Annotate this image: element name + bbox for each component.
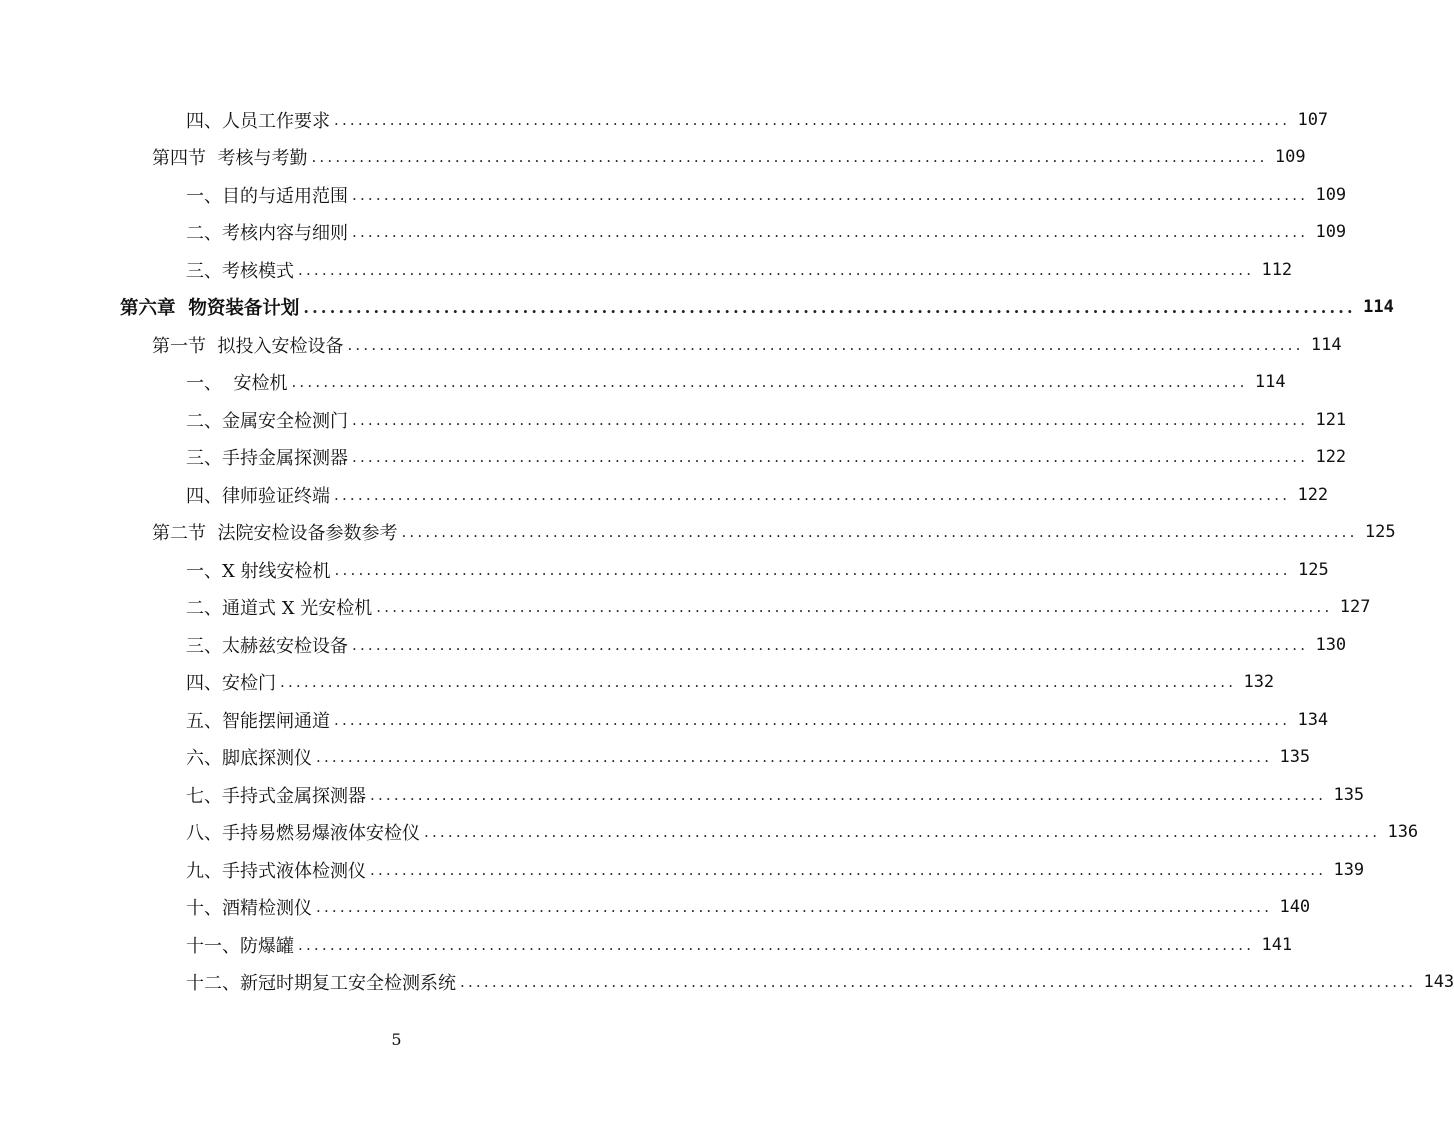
toc-entry-title: 四、安检门 bbox=[186, 673, 276, 695]
toc-dot-leader: ........................................................................................................................ bbox=[424, 823, 1381, 842]
toc-entry[interactable] bbox=[0, 551, 1329, 589]
toc-dot-leader: ........................................................................................................................ bbox=[352, 448, 1309, 467]
toc-entry-title: 二、考核内容与细则 bbox=[186, 223, 348, 245]
toc-dot-leader: ........................................................................................................................ bbox=[280, 673, 1237, 692]
toc-entry-title: 九、手持式液体检测仪 bbox=[186, 860, 366, 882]
toc-entry[interactable] bbox=[0, 439, 1347, 477]
toc-entry-title: 三、考核模式 bbox=[186, 260, 294, 282]
toc-entry-title: 六、脚底探测仪 bbox=[186, 748, 312, 770]
toc-dot-leader: ........................................................................................................................ bbox=[334, 560, 1291, 579]
toc-dot-leader: ........................................................................................................................ bbox=[316, 898, 1273, 917]
toc-entry-title: 七、手持式金属探测器 bbox=[186, 785, 366, 807]
toc-entry[interactable] bbox=[0, 214, 1347, 252]
toc-entry-title: 一、X 射线安检机 bbox=[186, 560, 331, 582]
toc-entry[interactable] bbox=[0, 589, 1371, 627]
toc-entry[interactable] bbox=[0, 851, 1365, 889]
toc-entry-page: 140 bbox=[1279, 897, 1311, 918]
toc-entry-title: 三、手持金属探测器 bbox=[186, 448, 348, 470]
toc-entry-page: 135 bbox=[1279, 747, 1311, 768]
toc-entry-page: 141 bbox=[1261, 934, 1293, 955]
toc-entry[interactable] bbox=[0, 514, 1396, 552]
toc-entry[interactable] bbox=[0, 364, 1286, 402]
toc-dot-leader: ........................................................................................................................ bbox=[347, 335, 1304, 354]
toc-dot-leader: ........................................................................................................................ bbox=[352, 410, 1309, 429]
toc-entry-title: 第二节 法院安检设备参数参考 bbox=[152, 523, 398, 545]
toc-dot-leader: ........................................................................................................................ bbox=[352, 223, 1309, 242]
toc-entry[interactable] bbox=[0, 401, 1347, 439]
toc-entry[interactable] bbox=[0, 139, 1306, 177]
toc-entry[interactable] bbox=[0, 964, 1454, 1002]
toc-entry[interactable] bbox=[0, 889, 1311, 927]
toc-entry-title: 五、智能摆闸通道 bbox=[186, 710, 330, 732]
toc-dot-leader: ........................................................................................................................ bbox=[334, 485, 1291, 504]
toc-entry-page: 125 bbox=[1298, 559, 1329, 580]
toc-entry-title: 八、手持易燃易爆液体安检仪 bbox=[186, 823, 420, 845]
toc-entry[interactable] bbox=[0, 926, 1293, 964]
toc-dot-leader: ........................................................................................................................ bbox=[316, 748, 1273, 767]
toc-entry-page: 135 bbox=[1333, 784, 1365, 805]
toc-entry-page: 114 bbox=[1254, 372, 1286, 393]
toc-entry-page: 112 bbox=[1261, 259, 1293, 280]
toc-entry-title: 十、酒精检测仪 bbox=[186, 898, 312, 920]
toc-entry-page: 109 bbox=[1315, 184, 1347, 205]
toc-entry-title: 三、太赫兹安检设备 bbox=[186, 635, 348, 657]
toc-dot-leader: ........................................................................................................................ bbox=[298, 260, 1255, 279]
toc-entry-page: 134 bbox=[1297, 709, 1329, 730]
toc-entry-title: 十二、新冠时期复工安全检测系统 bbox=[186, 973, 456, 995]
toc-entry-title: 四、律师验证终端 bbox=[186, 485, 330, 507]
toc-entry-page: 127 bbox=[1339, 597, 1371, 618]
toc-dot-leader: ........................................................................................................................ bbox=[334, 110, 1291, 129]
toc-entry[interactable] bbox=[0, 739, 1311, 777]
toc-entry-title: 第一节 拟投入安检设备 bbox=[152, 335, 344, 357]
toc-entry[interactable] bbox=[0, 701, 1329, 739]
toc-dot-leader: ........................................................................................................................ bbox=[291, 373, 1248, 392]
toc-dot-leader: ........................................................................................................................ bbox=[352, 185, 1309, 204]
toc-dot-leader: ........................................................................................................................ bbox=[401, 523, 1358, 542]
toc-entry-page: 136 bbox=[1387, 822, 1419, 843]
toc-dot-leader: ........................................................................................................................ bbox=[303, 297, 1356, 317]
toc-entry-title: 第六章 物资装备计划 bbox=[120, 298, 300, 320]
toc-entry-page: 121 bbox=[1315, 409, 1347, 430]
toc-entry[interactable] bbox=[0, 326, 1342, 364]
toc-entry-page: 114 bbox=[1310, 334, 1342, 355]
toc-entry-page: 125 bbox=[1364, 522, 1396, 543]
page-number: 5 bbox=[391, 1030, 402, 1049]
toc-entry[interactable] bbox=[0, 664, 1275, 702]
toc-entry-title: 四、人员工作要求 bbox=[186, 110, 330, 132]
toc-entry[interactable] bbox=[0, 251, 1293, 289]
toc-entry-page: 122 bbox=[1315, 447, 1347, 468]
toc-entry[interactable] bbox=[0, 101, 1329, 139]
toc-dot-leader: ........................................................................................................................ bbox=[370, 860, 1327, 879]
toc-entry[interactable] bbox=[0, 814, 1419, 852]
toc-entry[interactable] bbox=[0, 776, 1365, 814]
toc-entry[interactable] bbox=[0, 476, 1329, 514]
toc-entry[interactable] bbox=[0, 176, 1347, 214]
toc-entry-page: 132 bbox=[1243, 672, 1275, 693]
table-of-contents bbox=[0, 101, 1454, 1001]
toc-dot-leader: ........................................................................................................................ bbox=[460, 973, 1417, 992]
toc-entry[interactable] bbox=[0, 626, 1347, 664]
toc-dot-leader: ........................................................................................................................ bbox=[370, 785, 1327, 804]
toc-entry-page: 143 bbox=[1423, 972, 1454, 993]
toc-entry-page: 109 bbox=[1315, 222, 1347, 243]
toc-dot-leader: ........................................................................................................................ bbox=[311, 148, 1268, 167]
toc-entry-title: 十一、防爆罐 bbox=[186, 935, 294, 957]
toc-dot-leader: ........................................................................................................................ bbox=[352, 635, 1309, 654]
toc-entry-page: 114 bbox=[1363, 297, 1394, 318]
toc-entry-page: 130 bbox=[1315, 634, 1347, 655]
toc-entry-page: 107 bbox=[1297, 109, 1329, 130]
toc-entry-title: 第四节 考核与考勤 bbox=[152, 148, 308, 170]
toc-entry-page: 139 bbox=[1333, 859, 1365, 880]
toc-entry-title: 一、 安检机 bbox=[186, 373, 288, 395]
toc-entry-page: 109 bbox=[1274, 147, 1306, 168]
toc-dot-leader: ........................................................................................................................ bbox=[298, 935, 1255, 954]
toc-dot-leader: ........................................................................................................................ bbox=[334, 710, 1291, 729]
toc-entry-title: 二、通道式 X 光安检机 bbox=[186, 598, 373, 620]
toc-entry-title: 一、目的与适用范围 bbox=[186, 185, 348, 207]
toc-entry[interactable] bbox=[0, 289, 1394, 327]
toc-dot-leader: ........................................................................................................................ bbox=[376, 598, 1333, 617]
toc-entry-title: 二、金属安全检测门 bbox=[186, 410, 348, 432]
toc-entry-page: 122 bbox=[1297, 484, 1329, 505]
